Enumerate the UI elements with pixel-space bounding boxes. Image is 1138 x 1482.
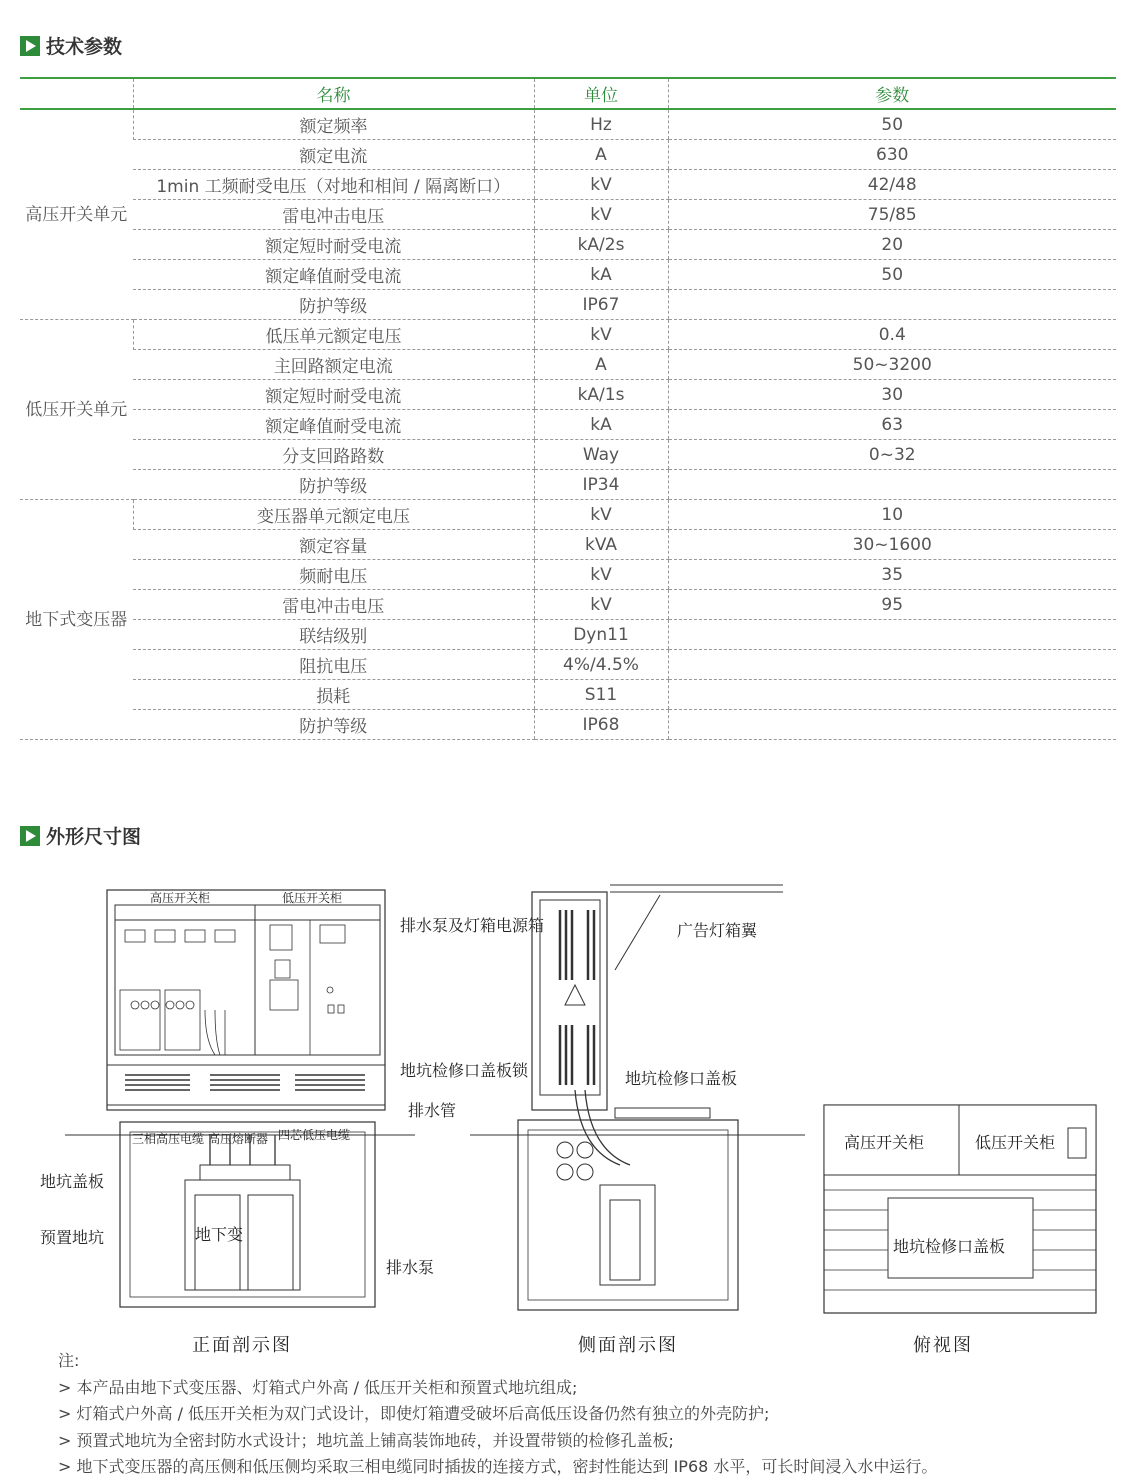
table-row xyxy=(20,140,1116,170)
row-unit: Hz xyxy=(534,109,668,140)
table-row xyxy=(20,650,1116,680)
row-unit: kA/2s xyxy=(534,230,668,260)
row-value xyxy=(668,710,1116,740)
row-name: 额定电流 xyxy=(133,140,534,170)
row-value: 95 xyxy=(668,590,1116,620)
row-name: 额定频率 xyxy=(133,109,534,140)
row-unit: kA/1s xyxy=(534,380,668,410)
front-hv-fuse-label: 高压熔断器 xyxy=(208,1132,269,1146)
note-item: > 灯箱式户外高 / 低压开关柜为双门式设计，即使灯箱遭受破坏后高低压设备仍然有独立的外壳防护; xyxy=(58,1404,770,1423)
table-row xyxy=(20,170,1116,200)
row-value xyxy=(668,290,1116,320)
table-row xyxy=(20,350,1116,380)
section-title: 技术参数 xyxy=(46,36,123,58)
row-unit: Dyn11 xyxy=(534,620,668,650)
row-name: 雷电冲击电压 xyxy=(133,590,534,620)
header-value: 参数 xyxy=(668,78,1116,109)
row-unit: kV xyxy=(534,170,668,200)
row-value xyxy=(668,680,1116,710)
row-value: 30~1600 xyxy=(668,530,1116,560)
row-name: 防护等级 xyxy=(133,470,534,500)
table-row xyxy=(20,320,1116,350)
row-value: 0~32 xyxy=(668,440,1116,470)
row-value: 50~3200 xyxy=(668,350,1116,380)
triangle-icon xyxy=(20,826,40,846)
header-name: 名称 xyxy=(133,78,534,109)
table-row xyxy=(20,620,1116,650)
row-value: 50 xyxy=(668,109,1116,140)
row-name: 主回路额定电流 xyxy=(133,350,534,380)
table-row xyxy=(20,500,1116,530)
dimension-drawings xyxy=(20,880,1120,1356)
row-unit: kV xyxy=(534,200,668,230)
table-row xyxy=(20,560,1116,590)
table-row xyxy=(20,109,1116,140)
table-header-row xyxy=(20,78,1116,109)
spec-table xyxy=(20,77,1116,740)
front-lv-cabinet-label: 低压开关柜 xyxy=(282,891,343,905)
row-unit: kA xyxy=(534,260,668,290)
row-name: 联结级别 xyxy=(133,620,534,650)
row-name: 额定容量 xyxy=(133,530,534,560)
header-blank xyxy=(20,78,133,109)
row-name: 损耗 xyxy=(133,680,534,710)
side-section-view xyxy=(470,885,805,1310)
row-unit: Way xyxy=(534,440,668,470)
row-name: 防护等级 xyxy=(133,710,534,740)
row-unit: IP34 xyxy=(534,470,668,500)
front-transformer-label: 地下变 xyxy=(195,1225,244,1244)
front-caption: 正面剖示图 xyxy=(192,1335,292,1356)
section-title: 外形尺寸图 xyxy=(46,826,142,848)
front-drain-pump-label: 排水泵 xyxy=(386,1258,435,1277)
row-name: 阻抗电压 xyxy=(133,650,534,680)
table-row xyxy=(20,710,1116,740)
front-prefab-pit-label: 预置地坑 xyxy=(40,1228,105,1247)
front-hv-cable-label: 三相高压电缆 xyxy=(132,1132,205,1146)
front-pit-cover-label: 地坑盖板 xyxy=(40,1172,105,1191)
row-value: 42/48 xyxy=(668,170,1116,200)
top-hv-cabinet-label: 高压开关柜 xyxy=(844,1133,925,1152)
row-value: 75/85 xyxy=(668,200,1116,230)
row-unit: kV xyxy=(534,560,668,590)
side-caption: 侧面剖示图 xyxy=(578,1335,678,1356)
row-unit: kV xyxy=(534,590,668,620)
front-cover-lock-label: 地坑检修口盖板锁 xyxy=(400,1061,529,1080)
row-unit: IP67 xyxy=(534,290,668,320)
table-row xyxy=(20,200,1116,230)
top-caption: 俯视图 xyxy=(913,1335,973,1356)
front-drain-pipe-label: 排水管 xyxy=(408,1101,457,1120)
row-name: 额定短时耐受电流 xyxy=(133,230,534,260)
row-name: 频耐电压 xyxy=(133,560,534,590)
side-inspection-cover-label: 地坑检修口盖板 xyxy=(625,1069,738,1088)
table-row xyxy=(20,380,1116,410)
table-row xyxy=(20,590,1116,620)
row-value: 50 xyxy=(668,260,1116,290)
note-item: > 地下式变压器的高压侧和低压侧均采取三相电缆同时插拔的连接方式，密封性能达到 IP68 水平，可长时间浸入水中运行。 xyxy=(58,1457,938,1476)
row-name: 分支回路路数 xyxy=(133,440,534,470)
group-name: 低压开关单元 xyxy=(20,320,133,500)
row-value xyxy=(668,470,1116,500)
row-value xyxy=(668,620,1116,650)
table-row xyxy=(20,440,1116,470)
row-unit: A xyxy=(534,350,668,380)
row-unit: kA xyxy=(534,410,668,440)
row-unit: kVA xyxy=(534,530,668,560)
group-name: 地下式变压器 xyxy=(20,500,133,740)
notes xyxy=(58,1348,937,1481)
row-unit: kV xyxy=(534,320,668,350)
note-item: > 预置式地坑为全密封防水式设计；地坑盖上铺高装饰地砖，并设置带锁的检修孔盖板; xyxy=(58,1430,674,1450)
header-unit: 单位 xyxy=(534,78,668,109)
row-name: 低压单元额定电压 xyxy=(133,320,534,350)
row-value: 20 xyxy=(668,230,1116,260)
row-name: 额定峰值耐受电流 xyxy=(133,410,534,440)
row-name: 防护等级 xyxy=(133,290,534,320)
row-name: 1min 工频耐受电压（对地和相间 / 隔离断口） xyxy=(133,170,534,200)
table-row xyxy=(20,470,1116,500)
front-section-view xyxy=(65,890,415,1307)
row-unit: IP68 xyxy=(534,710,668,740)
row-value: 30 xyxy=(668,380,1116,410)
table-row xyxy=(20,260,1116,290)
row-name: 变压器单元额定电压 xyxy=(133,500,534,530)
row-unit: 4%/4.5% xyxy=(534,650,668,680)
row-name: 雷电冲击电压 xyxy=(133,200,534,230)
row-value: 0.4 xyxy=(668,320,1116,350)
front-pump-box-label: 排水泵及灯箱电源箱 xyxy=(400,916,545,935)
table-row xyxy=(20,530,1116,560)
row-unit: S11 xyxy=(534,680,668,710)
triangle-icon xyxy=(20,36,40,56)
row-value: 630 xyxy=(668,140,1116,170)
row-value: 63 xyxy=(668,410,1116,440)
top-inspection-cover-label: 地坑检修口盖板 xyxy=(893,1237,1006,1256)
front-hv-cabinet-label: 高压开关柜 xyxy=(150,891,211,905)
side-light-wing-label: 广告灯箱翼 xyxy=(677,921,758,940)
table-row xyxy=(20,410,1116,440)
front-lv-cable-label: 四芯低压电缆 xyxy=(278,1128,351,1142)
group-name: 高压开关单元 xyxy=(20,109,133,320)
row-value xyxy=(668,650,1116,680)
section-header-tech-params xyxy=(20,32,122,59)
section-header-dimensions xyxy=(20,822,141,849)
notes-label: 注: xyxy=(58,1351,80,1370)
table-row xyxy=(20,230,1116,260)
row-name: 额定峰值耐受电流 xyxy=(133,260,534,290)
note-item: > 本产品由地下式变压器、灯箱式户外高 / 低压开关柜和预置式地坑组成; xyxy=(58,1377,578,1397)
row-value: 35 xyxy=(668,560,1116,590)
table-row xyxy=(20,290,1116,320)
top-lv-cabinet-label: 低压开关柜 xyxy=(975,1133,1056,1152)
row-unit: kV xyxy=(534,500,668,530)
row-value: 10 xyxy=(668,500,1116,530)
row-unit: A xyxy=(534,140,668,170)
row-name: 额定短时耐受电流 xyxy=(133,380,534,410)
table-row xyxy=(20,680,1116,710)
